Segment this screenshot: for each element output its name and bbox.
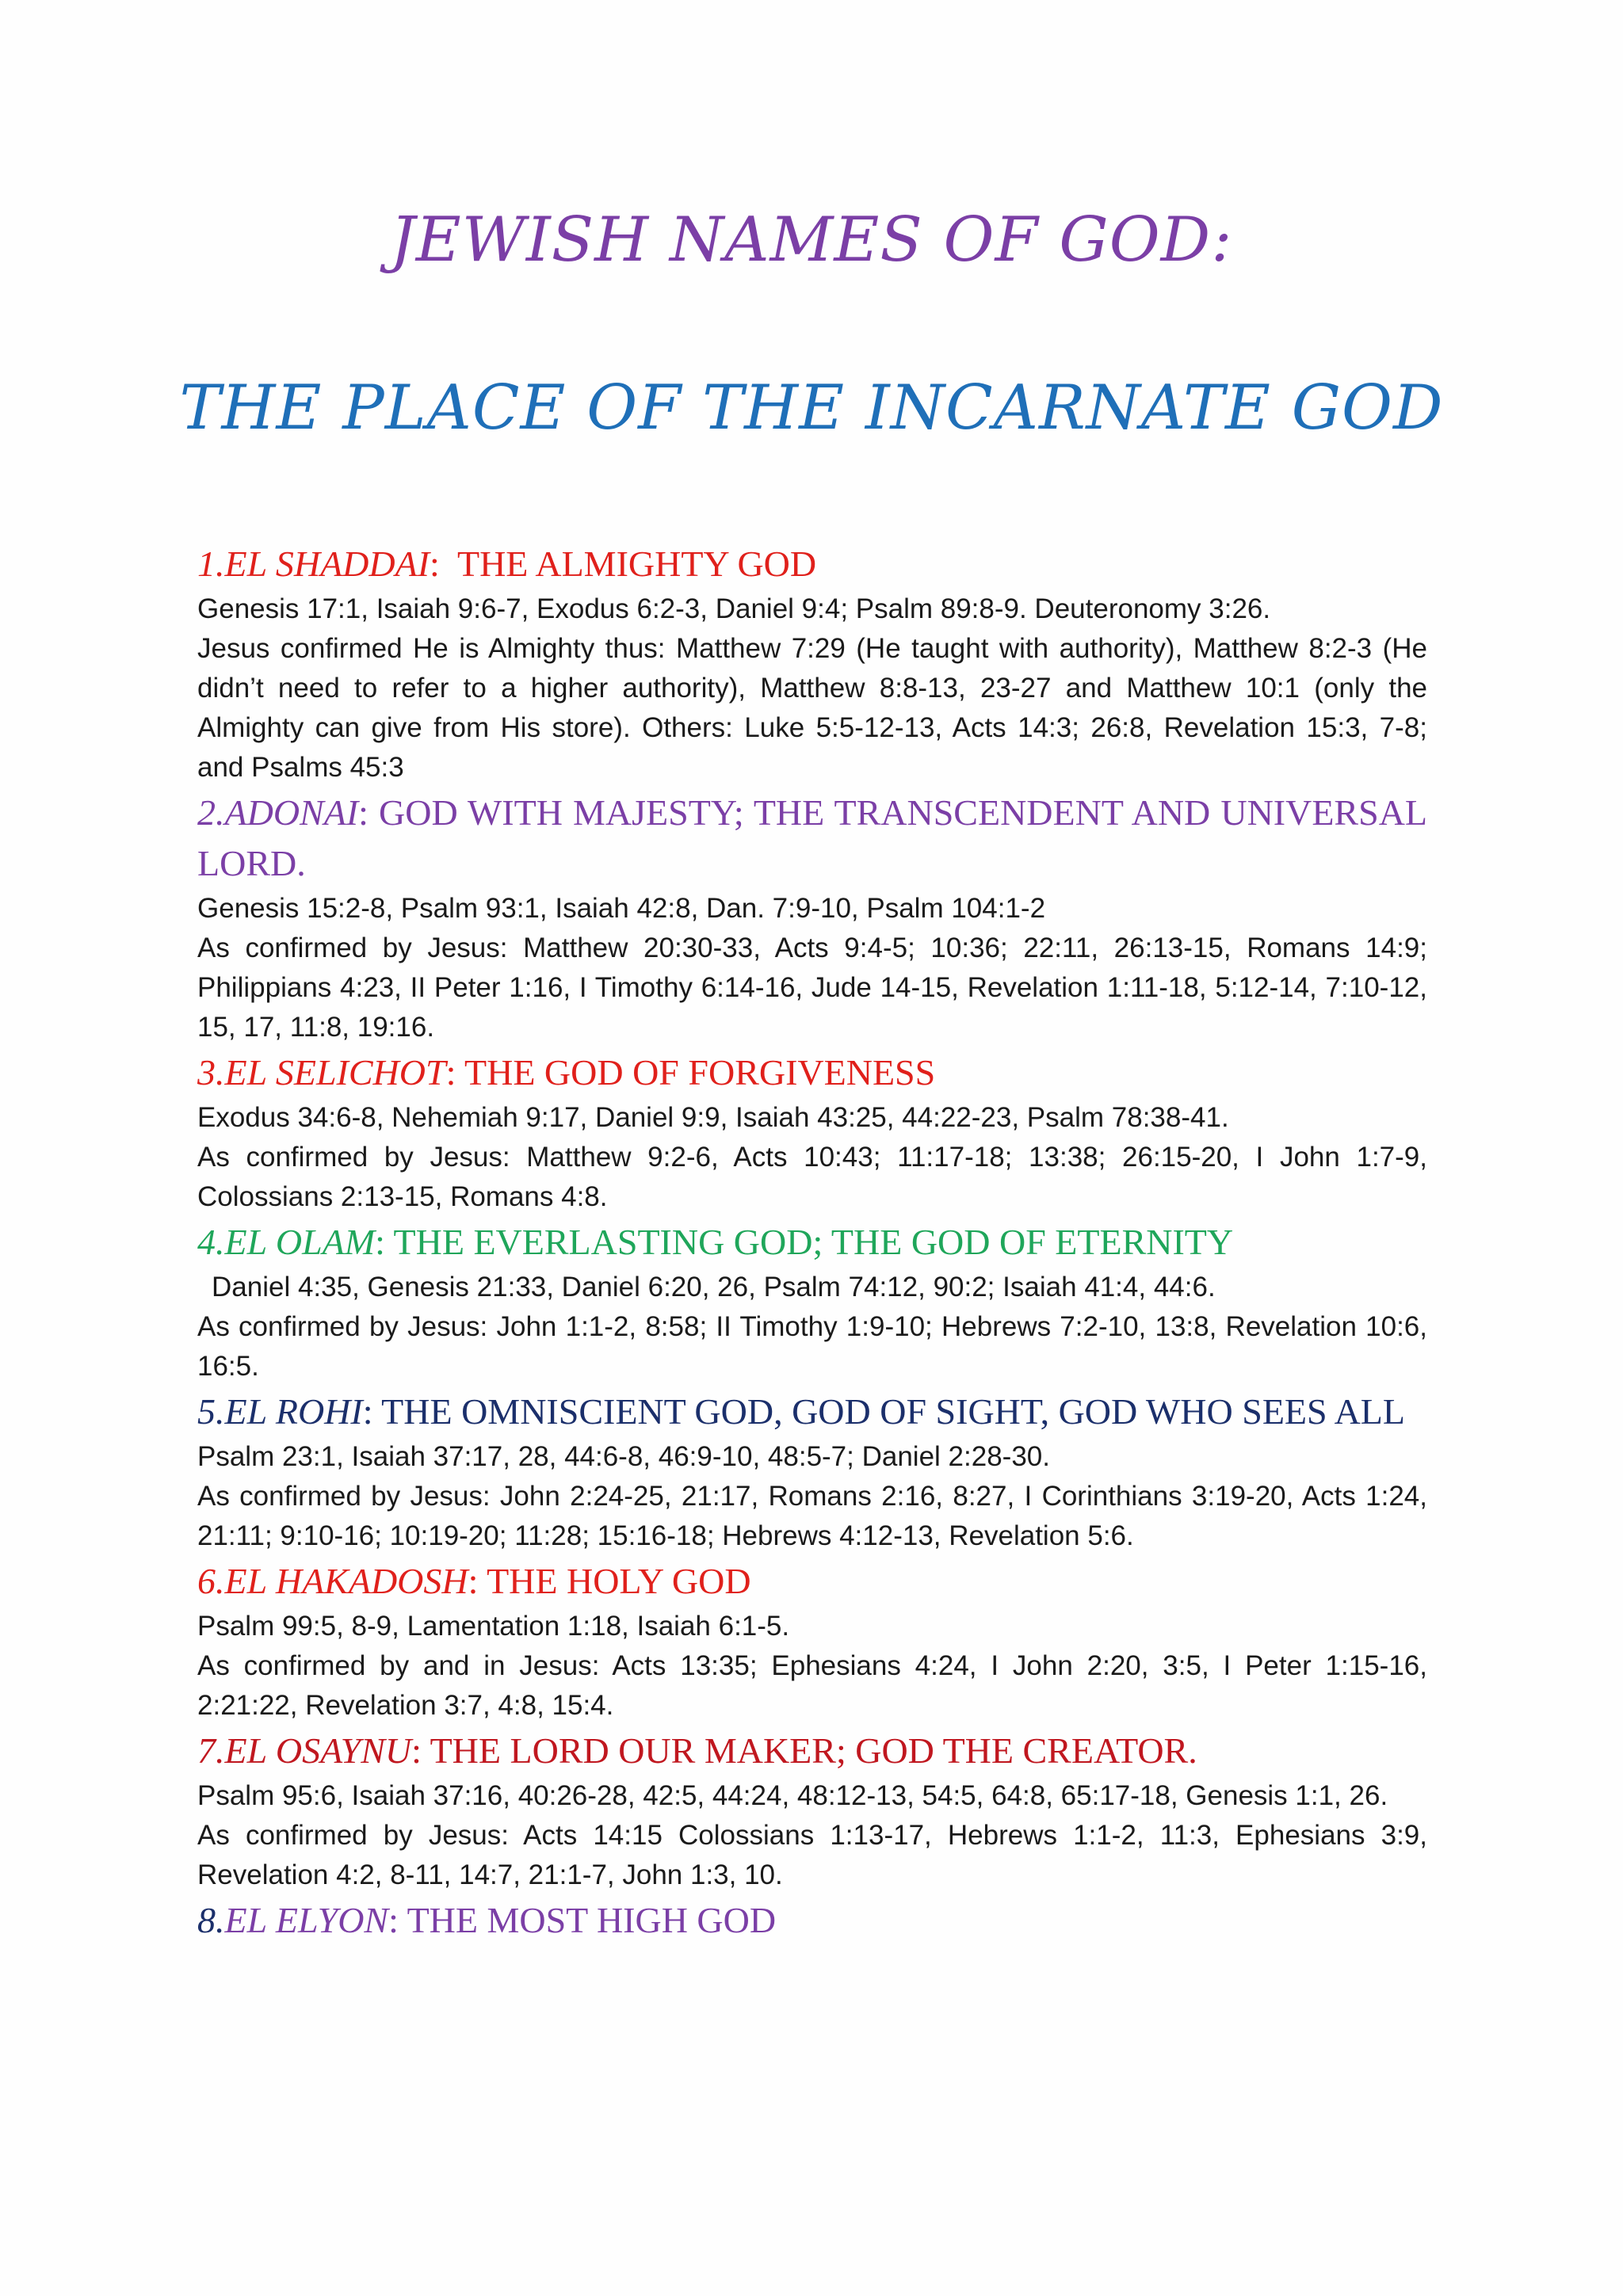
section-references: Exodus 34:6-8, Nehemiah 9:17, Daniel 9:9, Isaiah 43:25, 44:22-23, Psalm 78:38-41. [197,1102,1229,1133]
section-meaning: THE OMNISCIENT GOD, GOD OF SIGHT, GOD WHO SEES ALL [381,1391,1405,1432]
section-confirmation: As confirmed by Jesus: Matthew 9:2-6, Acts 10:43; 11:17-18; 13:38; 26:15-20, I John 1:7-9, Colossians 2:13-15, Romans 4:8. [197,1142,1427,1212]
section-meaning: THE EVERLASTING GOD; THE GOD OF ETERNITY [393,1222,1234,1262]
heading-separator: : [411,1730,430,1771]
section-heading [197,1047,1427,1098]
section-confirmation: As confirmed by Jesus: Acts 14:15 Colossians 1:13-17, Hebrews 1:1-2, 11:3, Ephesians 3:9, Revelation 4:2, 8-11, 14:7, 21:1-7, John 1:3, 10. [197,1820,1427,1890]
heading-separator: : [430,543,457,584]
section-references: Psalm 23:1, Isaiah 37:17, 28, 44:6-8, 46:9-10, 48:5-7; Daniel 2:28-30. [197,1441,1050,1472]
section-confirmation: As confirmed by Jesus: John 1:1-2, 8:58; II Timothy 1:9-10; Hebrews 7:2-10, 13:8, Revelation 10:6, 16:5. [197,1311,1427,1382]
heading-separator: : [445,1052,465,1093]
section-name: EL ELYON [224,1900,389,1940]
section-el-osaynu [197,1726,1427,1895]
heading-separator: : [468,1561,487,1601]
section-name: 7.EL OSAYNU [197,1730,412,1771]
section-number: 8. [197,1900,225,1940]
section-heading [197,1726,1427,1776]
section-el-elyon [197,1895,1427,1946]
section-el-selichot [197,1047,1427,1217]
section-el-shaddai [197,539,1427,788]
section-name: 3.EL SELICHOT [197,1052,446,1093]
section-heading [197,539,1427,589]
section-name: 2.ADONAI [197,792,359,833]
section-el-olam [197,1217,1427,1386]
heading-separator: : [358,792,379,833]
names-list [197,539,1427,1946]
heading-separator: : [375,1222,394,1262]
section-references: Genesis 17:1, Isaiah 9:6-7, Exodus 6:2-3, Daniel 9:4; Psalm 89:8-9. Deuteronomy 3:26. [197,593,1271,624]
section-meaning: THE MOST HIGH GOD [407,1900,777,1940]
section-confirmation: As confirmed by Jesus: Matthew 20:30-33, Acts 9:4-5; 10:36; 22:11, 26:13-15, Romans 14:9; Philippians 4:23, II Peter 1:16, I Timothy 6:14-16, Jude 14-15, Revelation 1:11-18, 5:12-14, 7:10-12, 15, 17, 11:8, 19:16. [197,933,1427,1043]
page-title: JEWISH NAMES OF GOD: [390,204,1233,276]
section-references: Genesis 15:2-8, Psalm 93:1, Isaiah 42:8, Dan. 7:9-10, Psalm 104:1-2 [197,893,1046,924]
section-meaning: THE LORD OUR MAKER; GOD THE CREATOR. [430,1730,1197,1771]
section-heading [197,1386,1427,1437]
section-name: 5.EL ROHI [197,1391,363,1432]
section-confirmation: Jesus confirmed He is Almighty thus: Matthew 7:29 (He taught with authority), Matthew 8:2-3 (He didn’t need to refer to a higher authority), Matthew 8:8-13, 23-27 and Matthew 10:1 (only the Almighty can give from His store). Others: Luke 5:5-12-13, Acts 14:3; 26:8, Revelation 15:3, 7-8; and Psalms 45:3 [197,633,1427,783]
page-subtitle: THE PLACE OF THE INCARNATE GOD [179,372,1444,444]
section-el-hakadosh [197,1556,1427,1726]
section-meaning: THE GOD OF FORGIVENESS [464,1052,936,1093]
section-references: Psalm 95:6, Isaiah 37:16, 40:26-28, 42:5, 44:24, 48:12-13, 54:5, 64:8, 65:17-18, Genesis 1:1, 26. [197,1780,1388,1811]
section-heading [197,788,1427,889]
section-el-rohi [197,1386,1427,1556]
heading-separator: : [362,1391,382,1432]
section-meaning: THE HOLY GOD [487,1561,751,1601]
heading-separator: : [388,1900,407,1940]
section-heading [197,1556,1427,1607]
section-name: 6.EL HAKADOSH [197,1561,468,1601]
section-confirmation: As confirmed by and in Jesus: Acts 13:35; Ephesians 4:24, I John 2:20, 3:5, I Peter 1:15-16, 2:21:22, Revelation 3:7, 4:8, 15:4. [197,1650,1427,1721]
section-name: 4.EL OLAM [197,1222,376,1262]
section-references: Psalm 99:5, 8-9, Lamentation 1:18, Isaiah 6:1-5. [197,1611,790,1642]
section-confirmation: As confirmed by Jesus: John 2:24-25, 21:17, Romans 2:16, 8:27, I Corinthians 3:19-20, Acts 1:24, 21:11; 9:10-16; 10:19-20; 11:28; 15:16-18; Hebrews 4:12-13, Revelation 5:6. [197,1481,1427,1551]
section-heading [197,1217,1427,1268]
section-meaning: GOD WITH MAJESTY; THE TRANSCENDENT AND UNIVERSAL LORD. [197,792,1428,883]
section-adonai [197,788,1427,1047]
section-name: 1.EL SHADDAI [197,543,430,584]
section-meaning: THE ALMIGHTY GOD [456,543,817,584]
section-references: Daniel 4:35, Genesis 21:33, Daniel 6:20, 26, Psalm 74:12, 90:2; Isaiah 41:4, 44:6. [212,1272,1216,1302]
section-heading [197,1895,1427,1946]
